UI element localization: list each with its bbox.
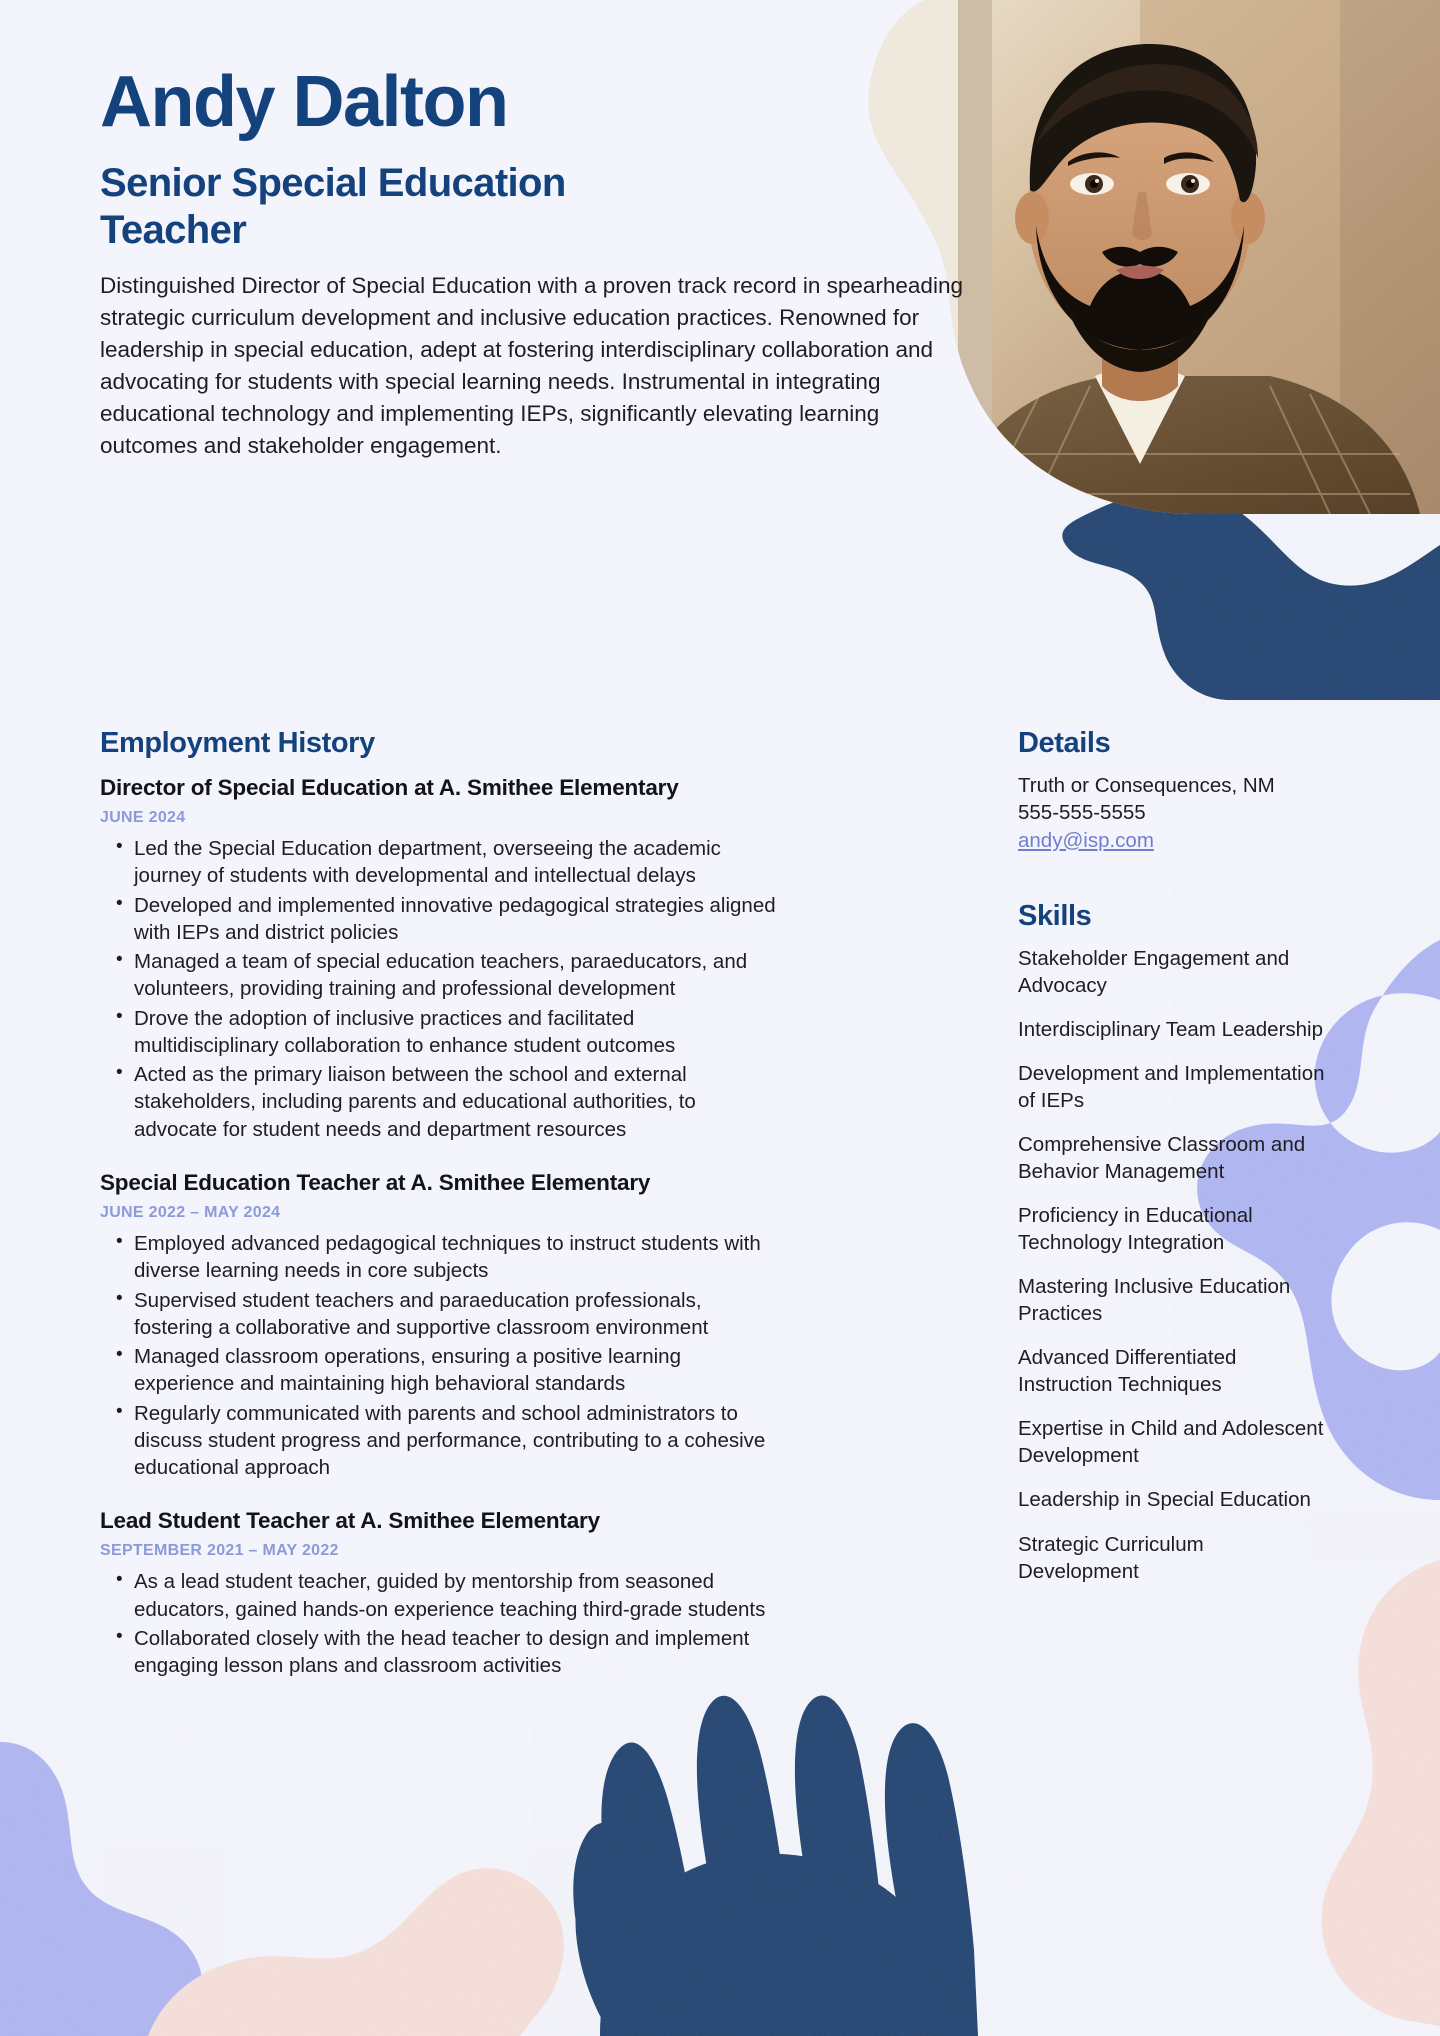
skill-item: Strategic Curriculum Development — [1018, 1532, 1204, 1583]
professional-summary: Distinguished Director of Special Education with a proven track record in spearheading strategic curriculum development and inclusive education practices. Renowned for leadership in special education, adept at fostering interdisciplinary collaboration and advocating for students with special learning needs. Instrumental in integrating educational technology and implementing IEPs, significantly elevating learning outcomes and stakeholder engagement. — [100, 272, 963, 459]
job-date: JUNE 2024 — [100, 809, 186, 827]
job-bullet: • Developed and implemented innovative pedagogical strategies aligned with IEPs and district policies — [100, 892, 780, 947]
detail-email-link[interactable]: andy@isp.com — [1018, 828, 1154, 852]
job-bullet: • Drove the adoption of inclusive practices and facilitated multidisciplinary collaboration to enhance student outcomes — [100, 1005, 780, 1060]
skill-item: Comprehensive Classroom and Behavior Management — [1018, 1132, 1306, 1184]
job-bullet: • Managed classroom operations, ensuring a positive learning experience and maintaining high behavioral standards — [100, 1343, 780, 1398]
skill-item: Mastering Inclusive Education Practices — [1018, 1275, 1291, 1326]
job-bullet-list — [100, 1230, 780, 1481]
skill-item: Interdisciplinary Team Leadership — [1018, 1017, 1324, 1041]
skill-item: Expertise in Child and Adolescent Development — [1018, 1417, 1324, 1468]
skills-section — [1018, 900, 1328, 1585]
job-entry — [100, 774, 780, 1143]
sidebar-column — [1018, 727, 1328, 1585]
employment-history-heading: Employment History — [100, 727, 375, 759]
skills-heading: Skills — [1018, 899, 1092, 932]
skill-item: Advanced Differentiated Instruction Techniques — [1018, 1346, 1237, 1397]
employment-column — [100, 727, 780, 1681]
resume-header — [100, 62, 980, 463]
skill-item: Development and Implementation of IEPs — [1018, 1061, 1325, 1112]
skill-item: Stakeholder Engagement and Advocacy — [1018, 946, 1290, 997]
candidate-job-title: Senior Special Education Teacher — [100, 161, 566, 252]
job-bullet-list — [100, 835, 780, 1143]
job-title: Director of Special Education at A. Smithee Elementary — [100, 775, 679, 800]
job-bullet: • Employed advanced pedagogical techniques to instruct students with diverse learning needs in core subjects — [100, 1230, 780, 1285]
blush-blob-bottom-left — [148, 1868, 564, 2036]
job-bullet: • Acted as the primary liaison between the school and external stakeholders, including parents and educational authorities, to advocate for student needs and department resources — [100, 1061, 780, 1143]
details-heading: Details — [1018, 727, 1111, 759]
job-title: Special Education Teacher at A. Smithee Elementary — [100, 1169, 651, 1195]
job-entry — [100, 1169, 780, 1481]
navy-hand-shape — [573, 1695, 978, 2036]
job-entry — [100, 1507, 780, 1679]
job-bullet-list — [100, 1568, 780, 1679]
job-title: Lead Student Teacher at A. Smithee Elementary — [100, 1508, 600, 1534]
job-bullet: • Collaborated closely with the head teacher to design and implement engaging lesson plans and classroom activities — [100, 1625, 780, 1680]
detail-phone: 555-555-5555 — [1018, 801, 1146, 825]
job-date: SEPTEMBER 2021 – MAY 2022 — [100, 1542, 339, 1560]
job-bullet: • As a lead student teacher, guided by mentorship from seasoned educators, gained hands-on experience teaching third-grade students — [100, 1568, 780, 1623]
job-bullet: • Regularly communicated with parents and school administrators to discuss student progress and performance, contributing to a cohesive educational approach — [100, 1400, 780, 1482]
candidate-name: Andy Dalton — [100, 62, 508, 142]
navy-wave-shape — [1062, 491, 1440, 700]
skill-item: Proficiency in Educational Technology Integration — [1018, 1204, 1253, 1255]
periwinkle-blob-bottom-left — [0, 1742, 202, 2036]
job-bullet: • Managed a team of special education teachers, paraeducators, and volunteers, providing training and professional development — [100, 948, 780, 1003]
job-bullet: • Supervised student teachers and paraeducation professionals, fostering a collaborative and supportive classroom environment — [100, 1287, 780, 1342]
detail-location: Truth or Consequences, NM — [1018, 774, 1275, 797]
job-bullet: • Led the Special Education department, overseeing the academic journey of students with developmental and intellectual delays — [100, 835, 780, 890]
blush-blob-bottom-right — [1322, 1560, 1440, 2026]
job-date: JUNE 2022 – MAY 2024 — [100, 1204, 281, 1221]
skill-item: Leadership in Special Education — [1018, 1488, 1311, 1512]
